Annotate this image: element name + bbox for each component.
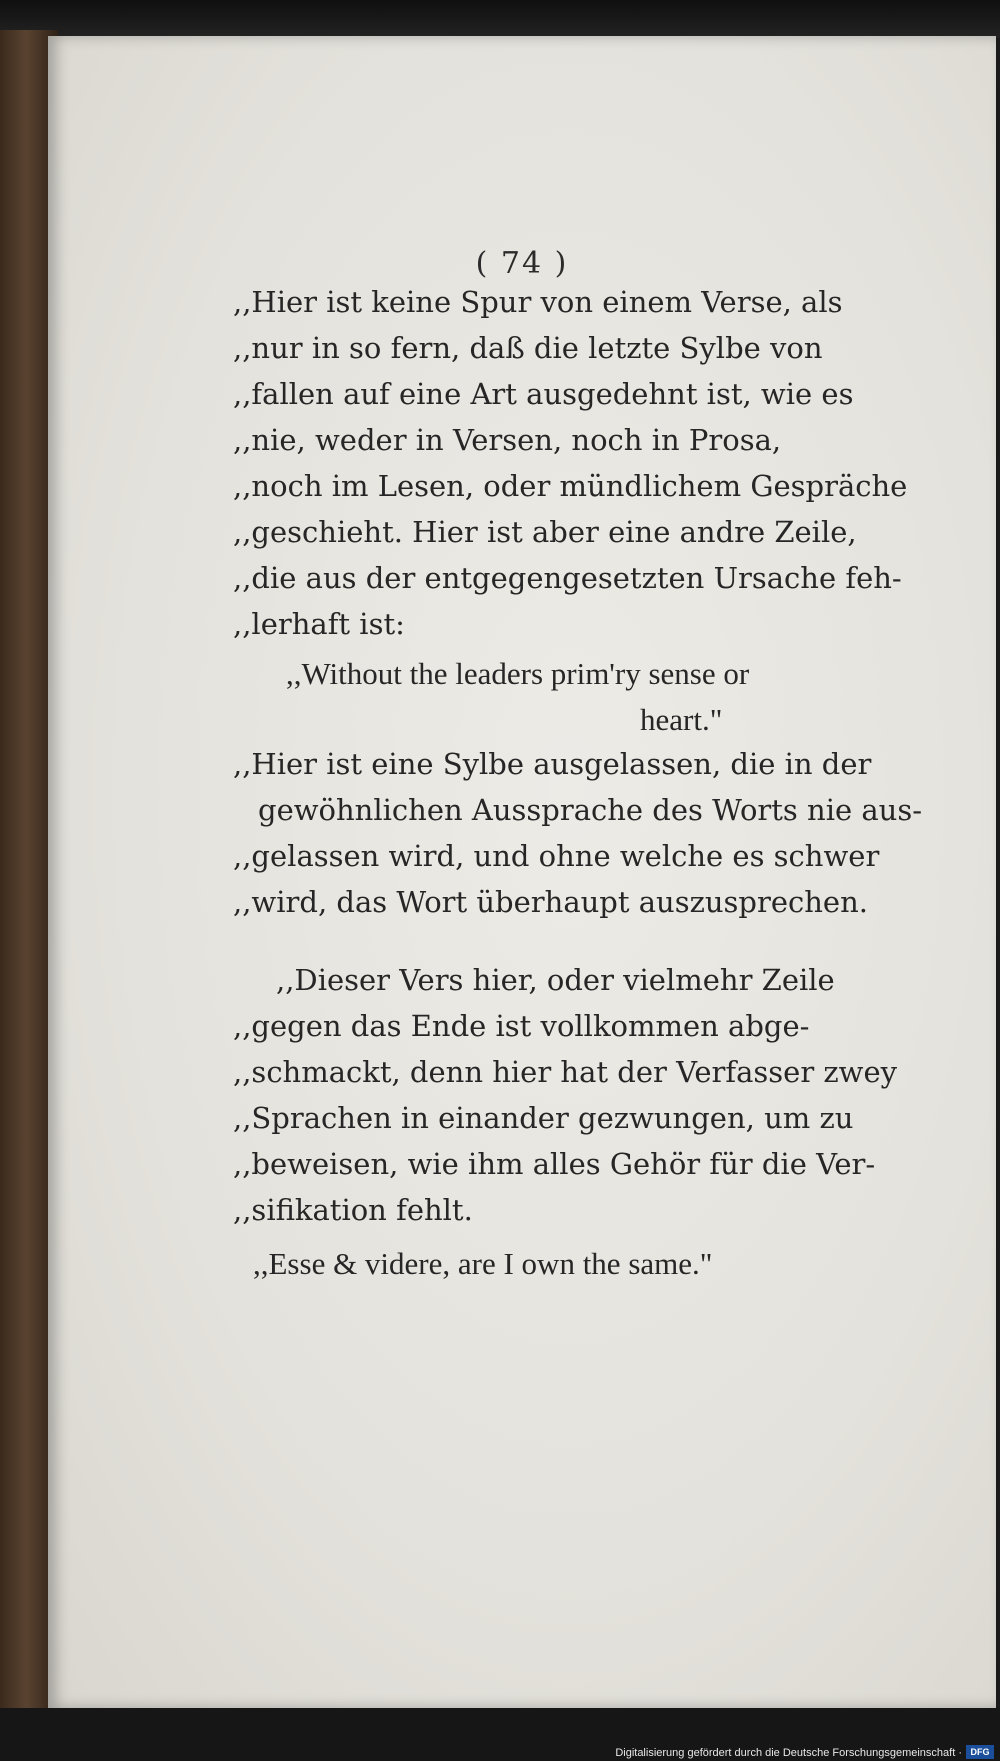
text-line: ,,die aus der entgegengesetzten Ursache feh-: [233, 561, 902, 595]
quote-line: ,,Esse & videre, are I own the same.": [253, 1246, 713, 1281]
text-line: gewöhnlichen Aussprache des Worts nie aus-: [258, 793, 923, 827]
quote-line: heart.": [640, 702, 723, 737]
text-line: ,,Hier ist keine Spur von einem Verse, als: [233, 285, 843, 319]
text-line: ,,Dieser Vers hier, oder vielmehr Zeile: [276, 963, 835, 997]
page-number: ( 74 ): [475, 246, 569, 281]
text-line: ,,Hier ist eine Sylbe ausgelassen, die in der: [233, 747, 872, 781]
text-line: ,,gegen das Ende ist vollkommen abge-: [233, 1009, 810, 1043]
digitization-credit: Digitalisierung gefördert durch die Deutsche Forschungsgemeinschaft ·: [615, 1747, 962, 1759]
text-line: ,,Sprachen in einander gezwungen, um zu: [233, 1101, 854, 1135]
text-line: ,,wird, das Wort überhaupt auszusprechen.: [233, 885, 868, 919]
text-line: ,,sifikation fehlt.: [233, 1193, 473, 1227]
text-line: ,,schmackt, denn hier hat der Verfasser zwey: [233, 1055, 898, 1089]
dfg-logo: DFG: [966, 1745, 994, 1759]
scan-top-border: [0, 0, 1000, 38]
text-line: ,,geschieht. Hier ist aber eine andre Zeile,: [233, 515, 857, 549]
text-line: ,,lerhaft ist:: [233, 607, 405, 641]
text-line: ,,noch im Lesen, oder mündlichem Gespräche: [233, 469, 908, 503]
book-page: [48, 36, 996, 1708]
text-line: ,,fallen auf eine Art ausgedehnt ist, wie es: [233, 377, 854, 411]
quote-line: ,,Without the leaders prim'ry sense or: [286, 656, 750, 691]
text-line: ,,nur in so fern, daß die letzte Sylbe von: [233, 331, 823, 365]
text-line: ,,beweisen, wie ihm alles Gehör für die Ver-: [233, 1147, 876, 1181]
text-line: ,,gelassen wird, und ohne welche es schwer: [233, 839, 880, 873]
text-line: ,,nie, weder in Versen, noch in Prosa,: [233, 423, 782, 457]
